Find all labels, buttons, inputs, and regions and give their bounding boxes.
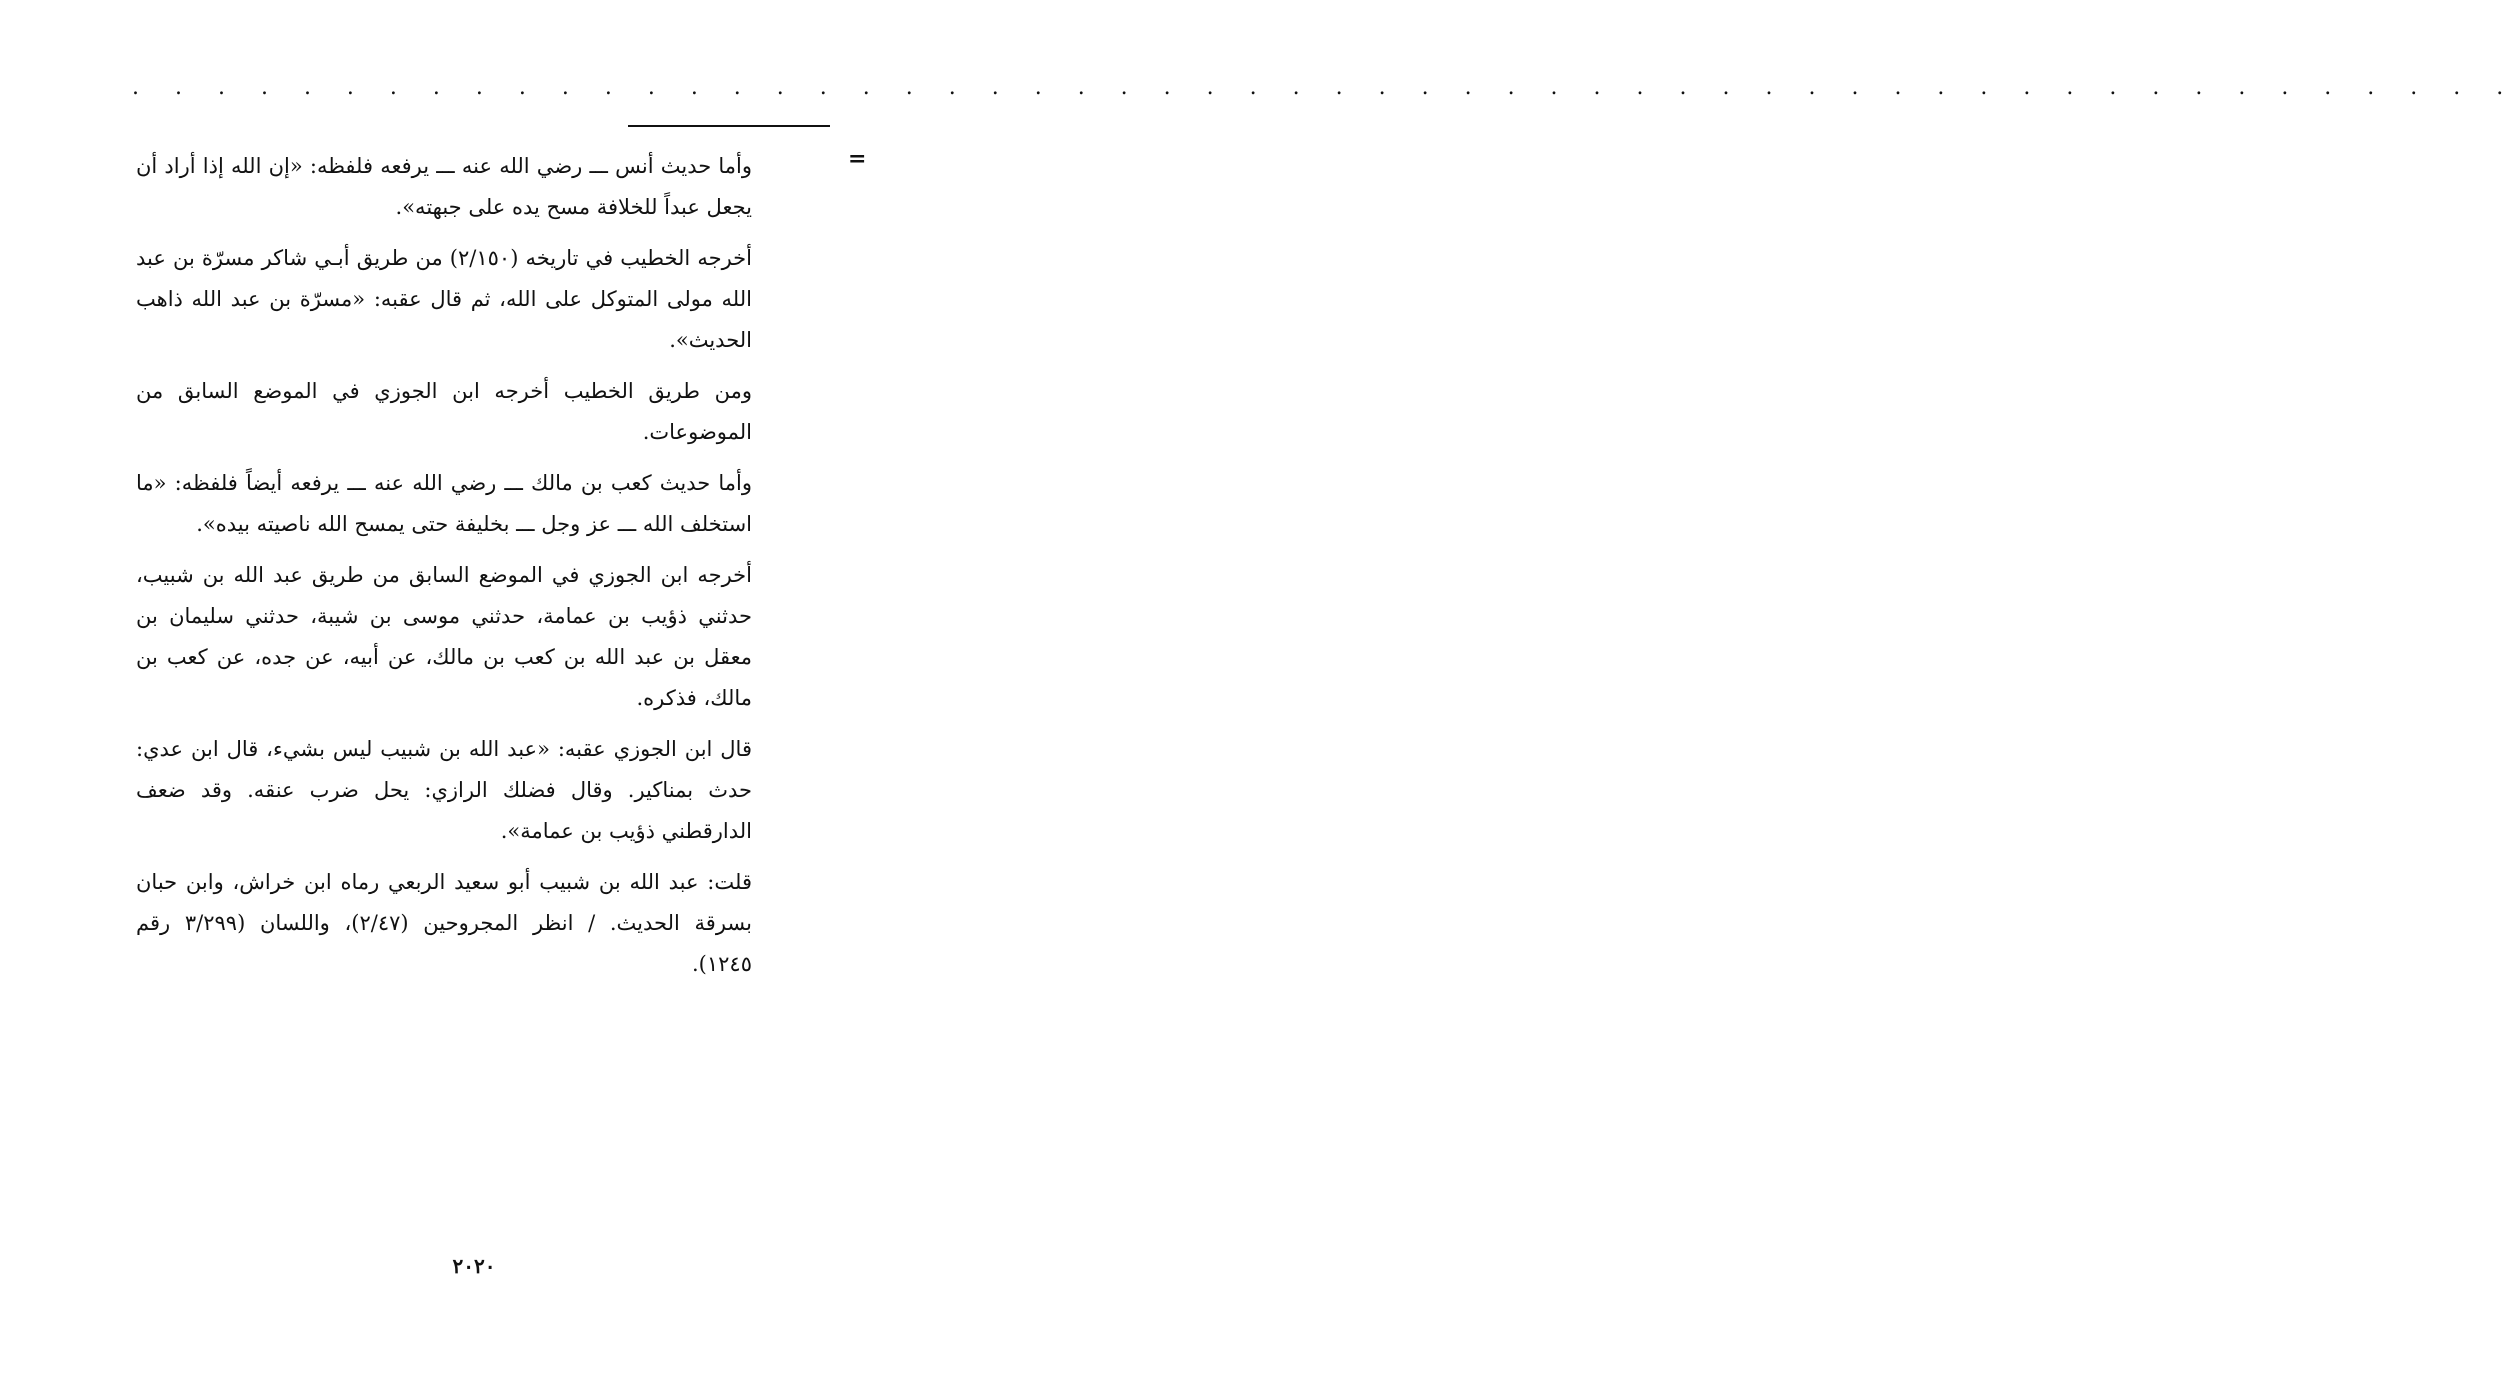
section-rule — [628, 125, 830, 127]
page-body — [136, 146, 752, 995]
paragraph-ibn-jawzi-route: ومن طريق الخطيب أخرجه ابن الجوزي في الموضع السابق من الموضوعات. — [136, 379, 752, 444]
page-number: ٢٠٢٠ — [452, 1254, 496, 1278]
header-dotted-rule: . . . . . . . . . . . . . . . . . . . . . . . . . . . . . . . . . . . . . . . . . . . . . . . . . . . . . . . . — [132, 75, 2518, 100]
margin-mark: = — [848, 146, 867, 172]
paragraph-author-note: قلت: عبد الله بن شبيب أبو سعيد الربعي رماه ابن خراش، وابن حبان بسرقة الحديث. / انظر المجروحين (٢/٤٧)، واللسان (٣/٢٩٩ رقم ١٢٤٥). — [136, 870, 752, 976]
paragraph-anas-hadith: وأما حديث أنس ـــ رضي الله عنه ـــ يرفعه فلفظه: «إن الله إذا أراد أن يجعل عبداً للخلافة مسح يده على جبهته». — [136, 154, 752, 219]
paragraph-ibn-jawzi-takhrij: أخرجه ابن الجوزي في الموضع السابق من طريق عبد الله بن شبيب، حدثني ذؤيب بن عمامة، حدثني موسى بن شيبة، حدثني سليمان بن معقل بن عبد الله بن كعب بن مالك، عن أبيه، عن جده، عن كعب بن مالك، فذكره. — [136, 563, 752, 710]
paragraph-ibn-jawzi-comment: قال ابن الجوزي عقبه: «عبد الله بن شبيب ليس بشيء، قال ابن عدي: حدث بمناكير. وقال فضلك الرازي: يحل ضرب عنقه. وقد ضعف الدارقطني ذؤيب بن عمامة». — [136, 737, 752, 843]
paragraph-kaab-hadith: وأما حديث كعب بن مالك ـــ رضي الله عنه ـــ يرفعه أيضاً فلفظه: «ما استخلف الله ـــ عز وجل ـــ بخليفة حتى يمسح الله ناصيته بيده». — [136, 471, 752, 536]
paragraph-khatib-takhrij: أخرجه الخطيب في تاريخه (٢/١٥٠) من طريق أبـي شاكر مسرّة بن عبد الله مولى المتوكل على الله، ثم قال عقبه: «مسرّة بن عبد الله ذاهب الحديث». — [136, 246, 752, 352]
